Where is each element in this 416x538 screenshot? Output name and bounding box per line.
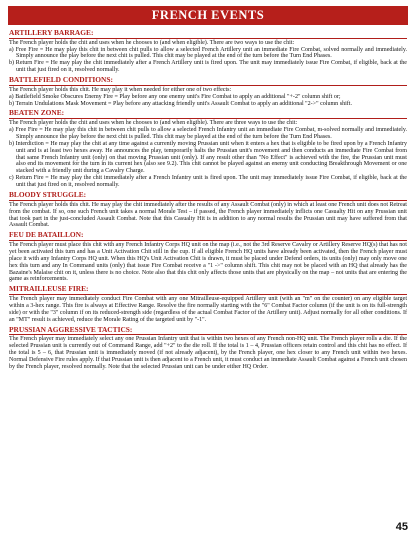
event-heading: BATTLEFIELD CONDITIONS: (9, 74, 407, 86)
event-heading: ARTILLERY BARRAGE: (9, 27, 407, 39)
event-lead: The French player holds this chit. He may play it when needed for either one of two effects: (9, 86, 232, 93)
event-item: b) Terrain Undulations Mask Movement = Play before any attacking friendly unit's Assault Combat to apply an additional "2->" column shift. (9, 100, 352, 107)
event-lead: The French player holds the chit and uses when he chooses to (and when eligible). There are three ways to use the chit: (9, 120, 298, 127)
event-item: b) Return Fire = He may play the chit immediately after a French Artillery unit is fired upon. The unit may immediately issue Fire Combat, if eligible, back at the unit that just fired on it, resolved normally. (9, 60, 407, 74)
event-mitrailleuse-fire (9, 283, 407, 323)
event-heading: FEU DE BATAILLON: (9, 229, 407, 241)
page-number: 45 (395, 521, 408, 533)
event-item: c) Return Fire = He may play the chit immediately after a French Infantry unit is fired upon. The unit may immediately issue Fire Combat, if eligible, back at the unit that just fired on it, resolved normally. (9, 175, 407, 189)
event-lead: The French player holds this chit. He may play the chit immediately after the results of any Assault Combat (only) in which at least one French unit does not Retreat from the combat. If so, one such French unit takes a normal Morale Test – if passed, the French player immediately inflicts one Casualty Hit on any Prussian unit that took part in the just-concluded Assault Combat. Note that this Casualty Hit is in addition to any normal results the Prussian unit may have suffered from that Assault Combat. (9, 201, 407, 229)
event-lead: The French player must place this chit with any French Infantry Corps HQ unit on the map (i.e., not the 3rd Reserve Cavalry or Artillery Reserve HQ(s) that has not yet been activated this turn and has a Unit Activation Chit still in the cup. If all eligible French HQ units have already been activated, then the French player must place it with any Infantry Corps HQ unit. When this HQ's Unit Activation Chit is drawn, it must be placed under Defend orders, its units (only) may only move one hex this turn and any In Command units (only) that issue Fire Combat receive a "1 ->" column shift. This chit may not be placed with an HQ that already has the Bazaine's Malaise chit on it, unless there is no choice. Note also that this chit only affects those units that are physically on the map – not units that are entering the game as reinforcements. (9, 241, 407, 283)
event-artillery-barrage (9, 27, 407, 74)
event-item: a) Free Fire = He may play this chit in between chit pulls to allow a selected French Artillery unit an immediate Fire Combat, solved normally and immediately. Simply announce the play before the next chit is pulled. This chit may be played at the end of the turn before the Turn End Phases. (9, 46, 407, 60)
event-feu-de-bataillon (9, 229, 407, 283)
events-list (9, 27, 407, 371)
event-heading: MITRAILLEUSE FIRE: (9, 283, 407, 295)
title-banner (8, 6, 408, 25)
event-item: a) Free Fire = He may play this chit in between chit pulls to allow a selected French Infantry unit an immediate Fire Combat, m-solved normally and immediately. Simply announce the play before the next chit is pulled. This chit may be played at the end of the turn before the Turn End Phases. (9, 126, 407, 140)
event-battlefield-conditions (9, 74, 407, 107)
page-title: FRENCH EVENTS (151, 8, 265, 22)
event-prussian-aggressive-tactics (9, 324, 407, 371)
event-item: b) Interdiction = He may play the chit at any time against a currently moving Prussian unit when it enters a hex that is eligible to be fired upon by a French Infantry unit and is at least two hexes away. He announces the play, temporarily halts the Prussian unit's movement and then conducts an immediate Fire Combat from that same French Infantry unit (only) on that moving Prussian unit (only). If any result other than "No Effect" is achieved with the fire, the Prussian unit must also end its movement for the turn in its current hex (also see 9.2). This chit cannot be played against an enemy unit conducting Breakthrough Movement or one stacked with a friendly unit during a Cavalry Charge. (9, 140, 407, 175)
event-bloody-struggle (9, 189, 407, 229)
event-lead: The French player may immediately select any one Prussian Infantry unit that is within two hexes of any French non-HQ unit. The French player rolls a die. If the selected Prussian unit is currently out of Command Range, add "+2" to the die roll. If the total is 1 – 4, Prussian officers retain control and this chit has no effect. If the total is 5 – 6, that Prussian unit is immediately moved (if not already adjacent), by the French player, one hex closer to any French unit within two hexes. Normal Defensive Fire rules apply. If that Prussian unit is then adjacent to a French unit, it must conduct an immediate Assault Combat against a French unit chosen by the French player, resolved normally. Note that the selected Prussian unit can be under either HQ Order. (9, 336, 407, 370)
event-heading: BEATEN ZONE: (9, 107, 407, 119)
event-beaten-zone (9, 107, 407, 189)
event-heading: PRUSSIAN AGGRESSIVE TACTICS: (9, 324, 407, 336)
event-item: a) Battlefield Smoke Obscures Enemy Fire = Play before any one enemy unit's Fire Combat to apply an additional "+-2" column shift or; (9, 93, 341, 100)
event-lead: The French player may immediately conduct Fire Combat with any one Mitrailleuse-equipped Artillery unit (with an "m" on the counter) on any eligible target within a 3-hex range. This fire is always at Effective Range. Resolve the fire normally starting with the "6" Combat Factor column (if the unit is on its full-strength side) or with the "3" column if on its reduced-strength side (regardless of the actual Combat Factor of the Artillery unit). Adjust normally for all other conditions. If an "MT" result is achieved, reduce the Morale Rating of the targeted unit by "-1". (9, 295, 407, 323)
event-heading: BLOODY STRUGGLE: (9, 189, 407, 201)
event-lead: The French player holds the chit and uses when he chooses to (and when eligible). There are two ways to use the chit: (9, 39, 295, 46)
